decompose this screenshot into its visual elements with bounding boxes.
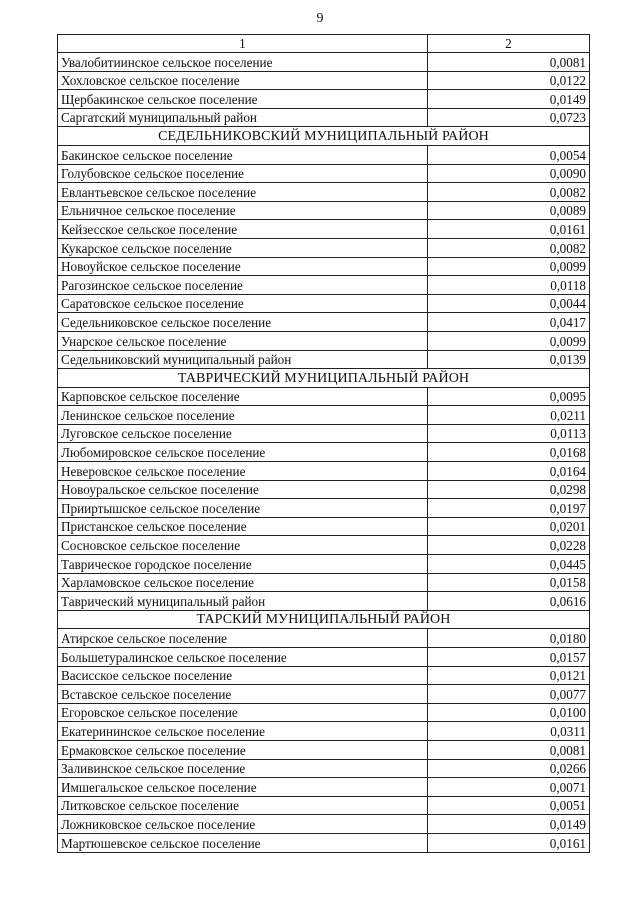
section-title: ТАРСКИЙ МУНИЦИПАЛЬНЫЙ РАЙОН	[58, 610, 590, 629]
settlement-value: 0,0077	[427, 685, 589, 704]
settlement-name: Таврическое городское поселение	[58, 555, 428, 574]
column-header-1: 1	[58, 35, 428, 53]
table-row	[58, 517, 590, 536]
distribution-table	[57, 34, 590, 853]
table-row	[58, 294, 590, 313]
settlement-value: 0,0723	[427, 108, 589, 127]
settlement-value: 0,0197	[427, 499, 589, 518]
table-row	[58, 462, 590, 481]
settlement-value: 0,0445	[427, 555, 589, 574]
settlement-name: Увалобитиинское сельское поселение	[58, 53, 428, 72]
settlement-value: 0,0616	[427, 592, 589, 611]
section-header-row	[58, 127, 590, 146]
settlement-value: 0,0071	[427, 778, 589, 797]
settlement-name: Унарское сельское поселение	[58, 331, 428, 350]
settlement-value: 0,0122	[427, 71, 589, 90]
settlement-value: 0,0211	[427, 406, 589, 425]
settlement-value: 0,0081	[427, 740, 589, 759]
table-row	[58, 443, 590, 462]
table-row	[58, 833, 590, 852]
settlement-value: 0,0158	[427, 573, 589, 592]
table-row	[58, 573, 590, 592]
settlement-value: 0,0118	[427, 276, 589, 295]
settlement-value: 0,0044	[427, 294, 589, 313]
settlement-value: 0,0161	[427, 833, 589, 852]
settlement-name: Егоровское сельское поселение	[58, 703, 428, 722]
settlement-value: 0,0100	[427, 703, 589, 722]
section-header-row	[58, 610, 590, 629]
table-row	[58, 555, 590, 574]
settlement-name: Пристанское сельское поселение	[58, 517, 428, 536]
table-row	[58, 424, 590, 443]
settlement-value: 0,0081	[427, 53, 589, 72]
settlement-value: 0,0121	[427, 666, 589, 685]
table-header-row	[58, 35, 590, 53]
section-title: СЕДЕЛЬНИКОВСКИЙ МУНИЦИПАЛЬНЫЙ РАЙОН	[58, 127, 590, 146]
settlement-name: Атирское сельское поселение	[58, 629, 428, 648]
settlement-name: Саратовское сельское поселение	[58, 294, 428, 313]
settlement-name: Харламовское сельское поселение	[58, 573, 428, 592]
table-row	[58, 759, 590, 778]
settlement-name: Заливинское сельское поселение	[58, 759, 428, 778]
table-row	[58, 406, 590, 425]
table-row	[58, 53, 590, 72]
settlement-value: 0,0161	[427, 220, 589, 239]
column-header-2: 2	[427, 35, 589, 53]
table-row	[58, 145, 590, 164]
table-row	[58, 276, 590, 295]
settlement-name: Голубовское сельское поселение	[58, 164, 428, 183]
settlement-value: 0,0139	[427, 350, 589, 369]
settlement-value: 0,0180	[427, 629, 589, 648]
table-row	[58, 666, 590, 685]
table-row	[58, 480, 590, 499]
table-row	[58, 703, 590, 722]
settlement-name: Ермаковское сельское поселение	[58, 740, 428, 759]
settlement-name: Саргатский муниципальный район	[58, 108, 428, 127]
settlement-name: Литковское сельское поселение	[58, 796, 428, 815]
table-row	[58, 387, 590, 406]
settlement-name: Щербакинское сельское поселение	[58, 90, 428, 109]
section-header-row	[58, 369, 590, 388]
settlement-value: 0,0095	[427, 387, 589, 406]
settlement-name: Карповское сельское поселение	[58, 387, 428, 406]
settlement-name: Мартюшевское сельское поселение	[58, 833, 428, 852]
settlement-value: 0,0228	[427, 536, 589, 555]
table-row	[58, 592, 590, 611]
settlement-value: 0,0149	[427, 90, 589, 109]
settlement-value: 0,0090	[427, 164, 589, 183]
table-row	[58, 183, 590, 202]
settlement-name: Сосновское сельское поселение	[58, 536, 428, 555]
settlement-name: Луговское сельское поселение	[58, 424, 428, 443]
settlement-value: 0,0099	[427, 331, 589, 350]
table-row	[58, 629, 590, 648]
settlement-name: Кейзесское сельское поселение	[58, 220, 428, 239]
section-title: ТАВРИЧЕСКИЙ МУНИЦИПАЛЬНЫЙ РАЙОН	[58, 369, 590, 388]
table-row	[58, 257, 590, 276]
settlement-value: 0,0054	[427, 145, 589, 164]
settlement-name: Евлантьевское сельское поселение	[58, 183, 428, 202]
settlement-value: 0,0099	[427, 257, 589, 276]
settlement-name: Ельничное сельское поселение	[58, 201, 428, 220]
settlement-name: Васисское сельское поселение	[58, 666, 428, 685]
settlement-value: 0,0113	[427, 424, 589, 443]
settlement-value: 0,0266	[427, 759, 589, 778]
table-row	[58, 722, 590, 741]
table-row	[58, 164, 590, 183]
settlement-name: Хохловское сельское поселение	[58, 71, 428, 90]
settlement-name: Ленинское сельское поселение	[58, 406, 428, 425]
settlement-name: Неверовское сельское поселение	[58, 462, 428, 481]
settlement-value: 0,0164	[427, 462, 589, 481]
settlement-name: Таврический муниципальный район	[58, 592, 428, 611]
table-row	[58, 331, 590, 350]
settlement-name: Имшегальское сельское поселение	[58, 778, 428, 797]
table-row	[58, 220, 590, 239]
table-row	[58, 350, 590, 369]
settlement-value: 0,0089	[427, 201, 589, 220]
settlement-name: Ложниковское сельское поселение	[58, 815, 428, 834]
table-row	[58, 536, 590, 555]
table-row	[58, 648, 590, 667]
settlement-name: Большетуралинское сельское поселение	[58, 648, 428, 667]
settlement-value: 0,0311	[427, 722, 589, 741]
table-row	[58, 90, 590, 109]
settlement-value: 0,0149	[427, 815, 589, 834]
settlement-name: Новоуйское сельское поселение	[58, 257, 428, 276]
table-row	[58, 499, 590, 518]
settlement-name: Екатерининское сельское поселение	[58, 722, 428, 741]
settlement-name: Рагозинское сельское поселение	[58, 276, 428, 295]
table-row	[58, 778, 590, 797]
settlement-value: 0,0417	[427, 313, 589, 332]
settlement-name: Седельниковское сельское поселение	[58, 313, 428, 332]
settlement-value: 0,0168	[427, 443, 589, 462]
settlement-value: 0,0082	[427, 183, 589, 202]
settlement-name: Седельниковский муниципальный район	[58, 350, 428, 369]
settlement-value: 0,0051	[427, 796, 589, 815]
settlement-name: Любомировское сельское поселение	[58, 443, 428, 462]
settlement-value: 0,0298	[427, 480, 589, 499]
page-number: 9	[316, 11, 324, 26]
settlement-name: Прииртышское сельское поселение	[58, 499, 428, 518]
settlement-value: 0,0201	[427, 517, 589, 536]
table-row	[58, 108, 590, 127]
table-row	[58, 740, 590, 759]
settlement-name: Кукарское сельское поселение	[58, 238, 428, 257]
table-row	[58, 238, 590, 257]
settlement-name: Бакинское сельское поселение	[58, 145, 428, 164]
table-row	[58, 685, 590, 704]
table-row	[58, 815, 590, 834]
settlement-name: Вставское сельское поселение	[58, 685, 428, 704]
settlement-value: 0,0082	[427, 238, 589, 257]
table-row	[58, 796, 590, 815]
settlement-name: Новоуральское сельское поселение	[58, 480, 428, 499]
settlement-value: 0,0157	[427, 648, 589, 667]
table-body	[58, 53, 590, 853]
table-row	[58, 201, 590, 220]
table-row	[58, 71, 590, 90]
table-row	[58, 313, 590, 332]
